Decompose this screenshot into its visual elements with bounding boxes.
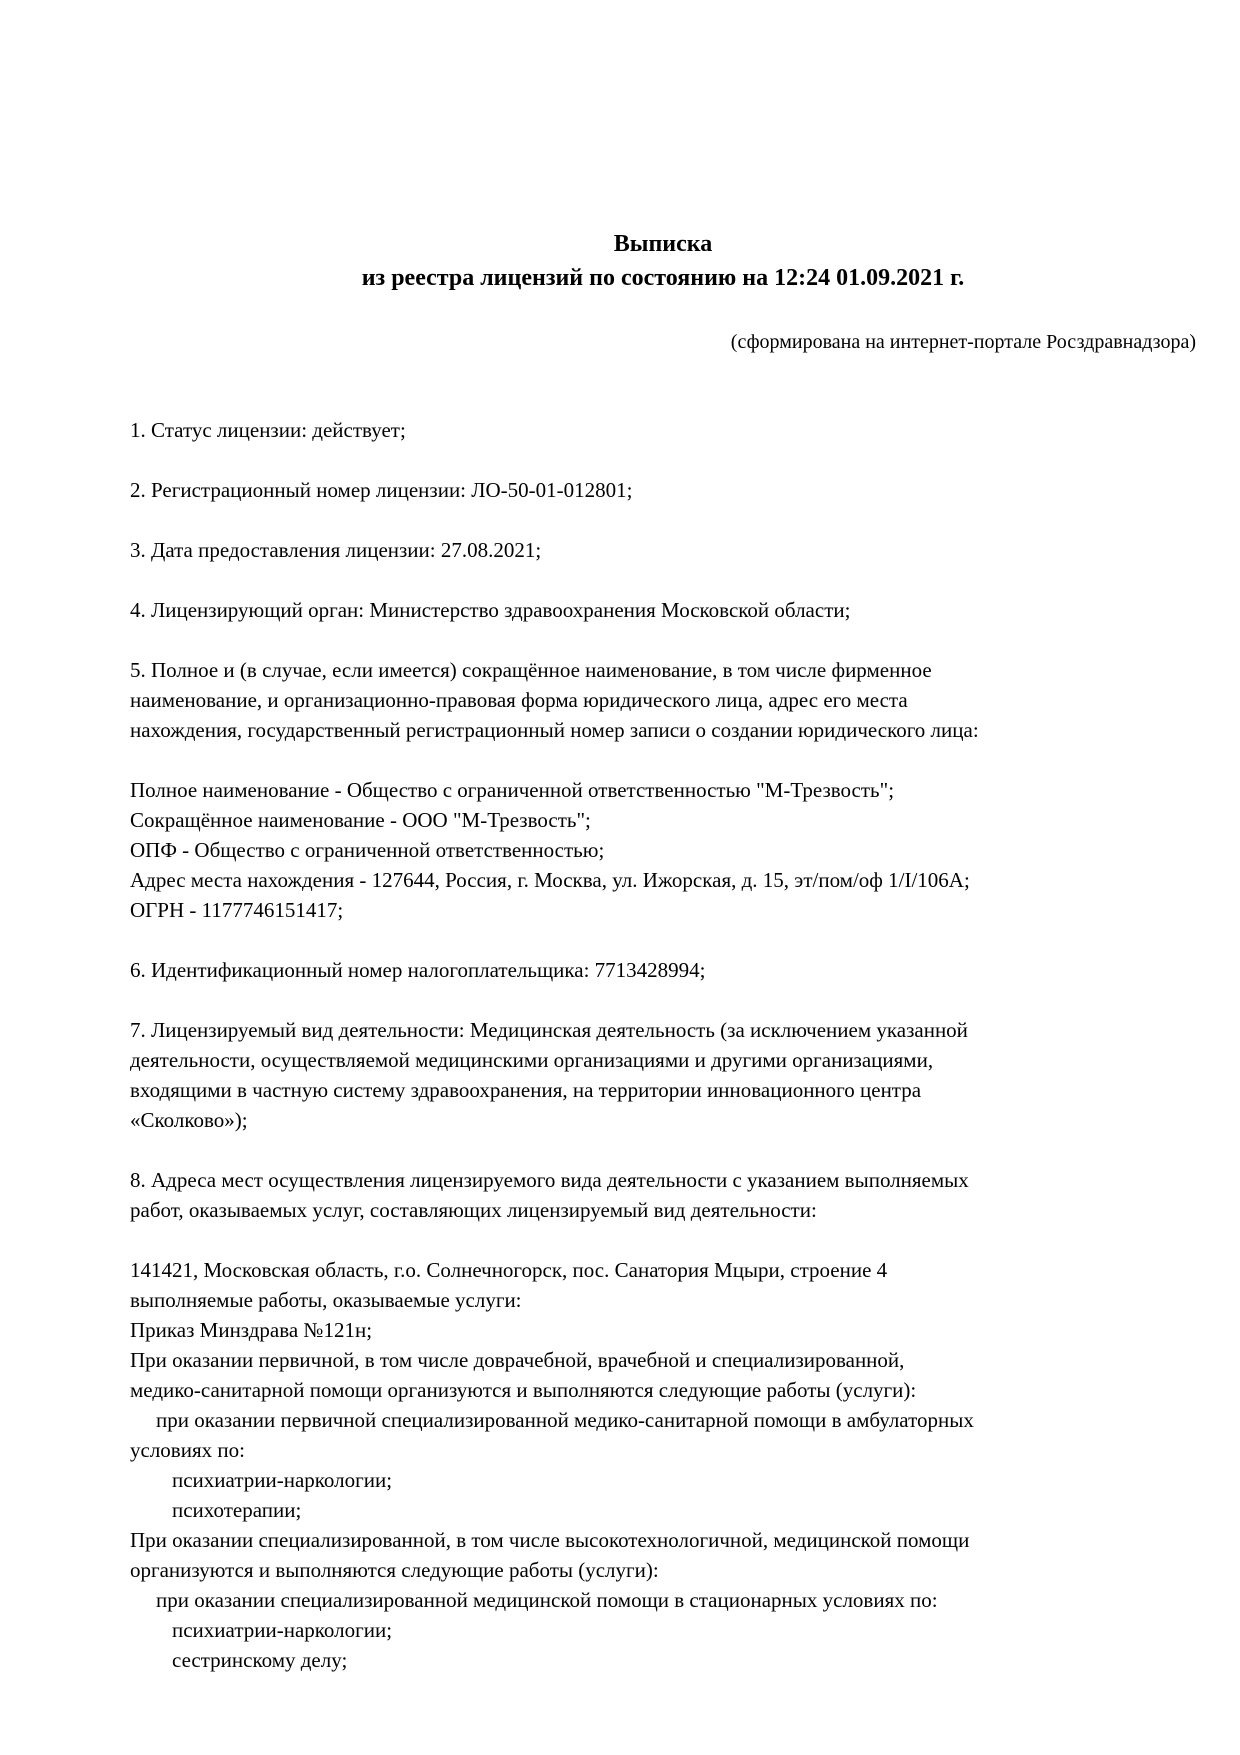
org-full-name-line: Полное наименование - Общество с ограниченной ответственностью "М-Трезвость"; — [130, 778, 895, 802]
title-line-1: Выписка — [613, 231, 713, 257]
org-naming-line-1: 5. Полное и (в случае, если имеется) сокращённое наименование, в том числе фирменное — [130, 658, 932, 682]
taxpayer-inn-line: 6. Идентификационный номер налогоплательщика: 7713428994; — [130, 958, 706, 982]
license-grant-date-line: 3. Дата предоставления лицензии: 27.08.2021; — [130, 538, 542, 562]
primary-care-line-1: При оказании первичной, в том числе доврачебной, врачебной и специализированной, — [130, 1348, 905, 1372]
license-status-line: 1. Статус лицензии: действует; — [130, 418, 406, 442]
specialized-care-line-1: При оказании специализированной, в том числе высокотехнологичной, медицинской помощи — [130, 1528, 970, 1552]
nursing-line: сестринскому делу; — [172, 1648, 348, 1672]
psychiatry-narcology-inpatient-line: психиатрии-наркологии; — [172, 1618, 393, 1642]
org-opf-line: ОПФ - Общество с ограниченной ответственностью; — [130, 838, 605, 862]
document-body — [130, 0, 1196, 1675]
works-services-block — [130, 1255, 1196, 1675]
subtitle-formation-note: (сформирована на интернет-портале Росздравнадзора) — [730, 331, 1196, 353]
licensing-authority-line: 4. Лицензирующий орган: Министерство здравоохранения Московской области; — [130, 598, 851, 622]
org-ogrn-line: ОГРН - 1177746151417; — [130, 898, 344, 922]
specialized-inpatient-line: при оказании специализированной медицинской помощи в стационарных условиях по: — [156, 1588, 938, 1612]
specialized-care-line-2: организуются и выполняются следующие работы (услуги): — [130, 1558, 659, 1582]
document-text — [130, 415, 1196, 1675]
licensed-activity-paragraph — [130, 1015, 1196, 1135]
license-number-line: 2. Регистрационный номер лицензии: ЛО-50-01-012801; — [130, 478, 633, 502]
primary-care-line-2: медико-санитарной помощи организуются и выполняются следующие работы (услуги): — [130, 1378, 917, 1402]
org-short-name-line: Сокращённое наименование - ООО "М-Трезвость"; — [130, 808, 591, 832]
activity-addresses-line-1: 8. Адреса мест осуществления лицензируемого вида деятельности с указанием выполняемых — [130, 1168, 969, 1192]
activity-addresses-line-2: работ, оказываемых услуг, составляющих лицензируемый вид деятельности: — [130, 1198, 817, 1222]
primary-specialized-outpatient-line: при оказании первичной специализированной медико-санитарной помощи в амбулаторных — [156, 1408, 974, 1432]
psychotherapy-line: психотерапии; — [172, 1498, 302, 1522]
activity-addresses-heading — [130, 1165, 1196, 1225]
org-details-block — [130, 775, 1196, 925]
licensed-activity-line-4: «Сколково»); — [130, 1108, 248, 1132]
licensed-activity-line-3: входящими в частную систему здравоохранения, на территории инновационного центра — [130, 1078, 922, 1102]
org-naming-paragraph — [130, 655, 1196, 745]
licensed-activity-line-1: 7. Лицензируемый вид деятельности: Медицинская деятельность (за исключением указанной — [130, 1018, 968, 1042]
order-minzdrav-line: Приказ Минздрава №121н; — [130, 1318, 373, 1342]
org-naming-line-2: наименование, и организационно-правовая форма юридического лица, адрес его места — [130, 688, 908, 712]
psychiatry-narcology-outpatient-line: психиатрии-наркологии; — [172, 1468, 393, 1492]
licensed-activity-line-2: деятельности, осуществляемой медицинскими организациями и другими организациями, — [130, 1048, 934, 1072]
works-services-heading-line: выполняемые работы, оказываемые услуги: — [130, 1288, 522, 1312]
title-line-2: из реестра лицензий по состоянию на 12:24 01.09.2021 г. — [361, 265, 965, 291]
site-address-line: 141421, Московская область, г.о. Солнечногорск, пос. Санатория Мцыри, строение 4 — [130, 1258, 888, 1282]
org-address-line: Адрес места нахождения - 127644, Россия, г. Москва, ул. Ижорская, д. 15, эт/пом/оф 1/I/106А; — [130, 868, 970, 892]
org-naming-line-3: нахождения, государственный регистрационный номер записи о создании юридического лица: — [130, 718, 979, 742]
page-title — [130, 227, 1196, 295]
outpatient-conditions-line: условиях по: — [130, 1438, 245, 1462]
